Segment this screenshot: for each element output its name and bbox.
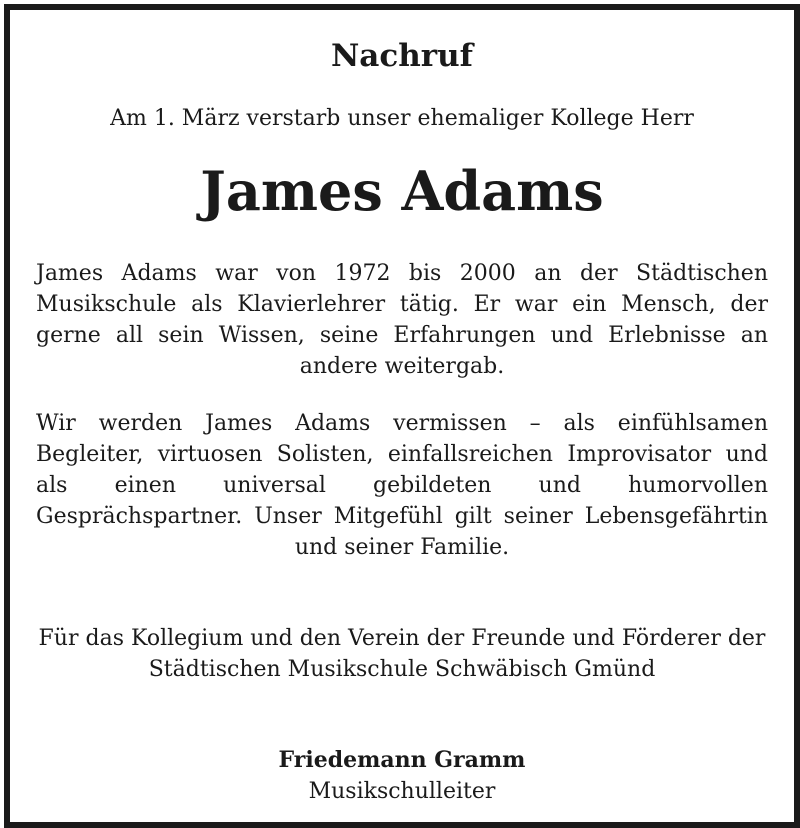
intro-line: Am 1. März verstarb unser ehemaliger Kollege Herr [110, 106, 694, 131]
tribute-paragraph: Wir werden James Adams vermissen – als einfühlsamen Begleiter, virtuosen Solisten, einfallsreichen Improvisator und als einen universal gebildeten und humorvollen Gesprächspartner. Unser Mitgefühl gilt seiner Lebensgefährtin und seiner Familie. [36, 411, 768, 560]
signatory-title: Musikschulleiter [308, 779, 496, 804]
biography-paragraph: James Adams war von 1972 bis 2000 an der Städtischen Musikschule als Klavierlehrer tätig. Er war ein Mensch, der gerne all sein Wissen, seine Erfahrungen und Erlebnisse an andere weitergab. [36, 261, 768, 379]
obituary-heading: Nachruf [330, 38, 474, 74]
obituary-content [36, 10, 768, 822]
sender-paragraph: Für das Kollegium und den Verein der Freunde und Förderer der Städtischen Musikschule Schwäbisch Gmünd [38, 626, 766, 682]
deceased-name: James Adams [200, 159, 604, 223]
obituary-frame [4, 4, 800, 828]
signatory-name: Friedemann Gramm [278, 747, 526, 773]
